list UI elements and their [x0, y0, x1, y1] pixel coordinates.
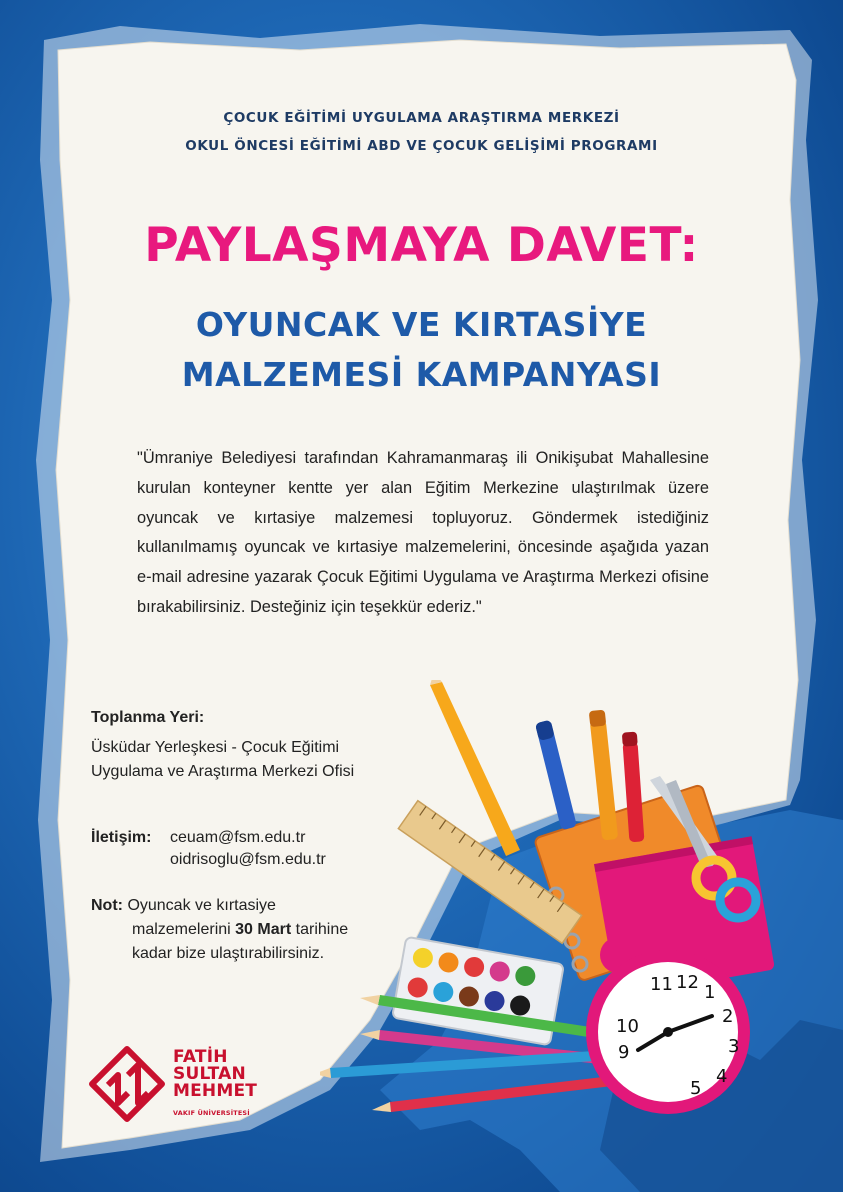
note-line-3: kadar bize ulaştırabilirsiniz. [132, 945, 325, 962]
school-supplies-illustration [320, 680, 780, 1120]
clock-number-9: 9 [618, 1042, 630, 1063]
contact-label-text: İletişim: [91, 829, 152, 846]
clock-number-11: 11 [650, 974, 673, 995]
subtitle-line-1: OYUNCAK VE KIRTASİYE [195, 305, 648, 344]
contact-label [91, 826, 151, 849]
note-date: 30 Mart [235, 921, 292, 938]
campaign-description: "Ümraniye Belediyesi tarafından Kahramanmaraş ili Onikişubat Mahallesine kurulan konteyner kentte yer alan Eğitim Merkezine ulaştırılmak üzere oyuncak ve kırtasiye malzemesi topluyoruz. Göndermek istediğiniz kullanılmamış oyuncak ve kırtasiye malzemelerini, öncesinde aşağıda yazan e-mail adresine yazarak Çocuk Eğitimi Uygulama ve Araştırma Merkezi ofisine bırakabilirsiniz. Desteğiniz için teşekkür ederiz." [137, 449, 709, 616]
clock-number-5: 5 [690, 1078, 702, 1099]
note-line-2-post: tarihine [295, 921, 349, 938]
colored-pencils-icon [320, 995, 621, 1112]
clock-number-2: 2 [722, 1006, 734, 1027]
logo-line-2: SULTAN [173, 1064, 246, 1084]
note-line-1: Oyuncak ve kırtasiye [127, 897, 276, 914]
location-label [91, 706, 204, 729]
contact-email-2[interactable]: oidrisoglu@fsm.edu.tr [170, 851, 326, 868]
clock-number-3: 3 [728, 1036, 740, 1057]
location-line-2: Uygulama ve Araştırma Merkezi Ofisi [91, 763, 355, 780]
clock-number-12: 12 [676, 972, 699, 993]
fsm-logo-icon [88, 1045, 166, 1123]
clock-number-10: 10 [616, 1016, 639, 1037]
clock-number-4: 4 [716, 1066, 728, 1087]
logo-subtitle: VAKIF ÜNİVERSİTESİ [173, 1109, 250, 1117]
header-line-1: ÇOCUK EĞİTİMİ UYGULAMA ARAŞTIRMA MERKEZİ [223, 110, 620, 126]
note-block [91, 894, 276, 917]
subtitle-line-2: MALZEMESİ KAMPANYASI [181, 355, 662, 394]
note-line-2 [132, 918, 348, 941]
blue-marker-icon [535, 720, 577, 831]
location-line-1: Üsküdar Yerleşkesi - Çocuk Eğitimi [91, 739, 340, 756]
contact-email-1[interactable]: ceuam@fsm.edu.tr [170, 829, 306, 846]
note-label: Not: [91, 897, 123, 914]
page-title: PAYLAŞMAYA DAVET: [144, 218, 699, 273]
note-line-2-pre: malzemelerini [132, 921, 231, 938]
logo-line-1: FATİH [173, 1047, 228, 1067]
location-label-text: Toplanma Yeri: [91, 709, 205, 726]
clock-number-1: 1 [704, 982, 716, 1003]
header-line-2: OKUL ÖNCESİ EĞİTİMİ ABD VE ÇOCUK GELİŞİMİ PROGRAMI [185, 138, 658, 154]
logo-line-3: MEHMET [173, 1081, 258, 1101]
logo-text [173, 1049, 257, 1100]
